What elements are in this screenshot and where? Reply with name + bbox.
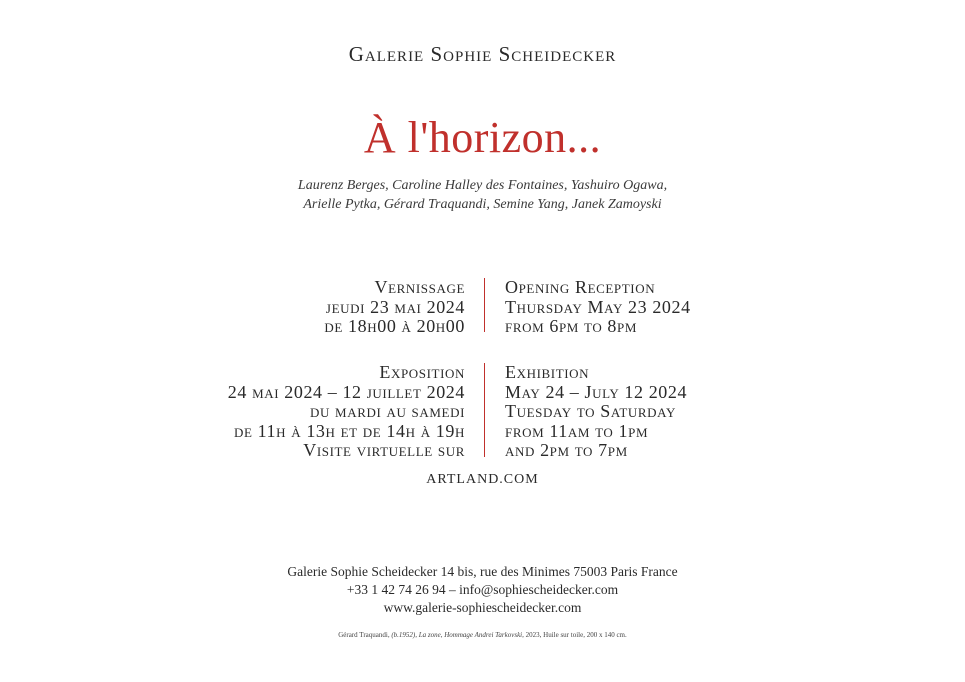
caption-details: , 2023, Huile sur toile, 200 x 140 cm.	[522, 631, 627, 639]
reception-english	[505, 278, 691, 337]
exhibition-hours-en-1: from 11am to 1pm	[505, 420, 649, 441]
phone-email: +33 1 42 74 26 94 – info@sophiescheidecker.com	[346, 582, 619, 597]
website: www.galerie-sophiescheidecker.com	[383, 600, 582, 615]
exhibition-divider	[484, 363, 485, 457]
reception-heading-fr: Vernissage	[374, 277, 465, 297]
exhibition-dates-fr: 24 mai 2024 – 12 juillet 2024	[227, 381, 465, 402]
artists-line: Arielle Pytka, Gérard Traquandi, Semine Yang, Janek Zamoyski	[303, 197, 662, 212]
reception-time-fr: de 18h00 à 20h00	[324, 316, 465, 336]
caption-artist: Gérard Traquandi,	[338, 631, 390, 639]
gallery-address: Galerie Sophie Scheidecker 14 bis, rue des Minimes 75003 Paris France	[287, 564, 678, 579]
exhibition-hours-fr: de 11h à 13h et de 14h à 19h	[233, 420, 465, 441]
exhibition-heading-en: Exhibition	[505, 362, 590, 382]
exhibition-title: À l'horizon...	[363, 113, 602, 162]
reception-date-en: Thursday May 23 2024	[505, 296, 691, 317]
gallery-name: Galerie Sophie Scheidecker	[348, 42, 617, 66]
artland-link: ARTLAND.COM	[426, 472, 539, 487]
exhibition-heading-fr: Exposition	[379, 362, 465, 382]
exhibition-french	[228, 363, 465, 461]
reception-divider	[484, 278, 485, 332]
virtual-visit-label: Visite virtuelle sur	[303, 440, 465, 460]
artists-list	[0, 176, 965, 214]
exhibition-days-fr: du mardi au samedi	[309, 401, 465, 421]
reception-french	[324, 278, 465, 337]
reception-time-en: from 6pm to 8pm	[505, 316, 638, 336]
reception-heading-en: Opening Reception	[505, 277, 656, 297]
contact-info	[0, 563, 965, 617]
artwork-caption	[0, 631, 965, 639]
reception-date-fr: jeudi 23 mai 2024	[325, 296, 465, 317]
exhibition-dates-en: May 24 – July 12 2024	[505, 381, 688, 402]
artists-line: Laurenz Berges, Caroline Halley des Fontaines, Yashuiro Ogawa,	[297, 178, 668, 193]
exhibition-hours-en-2: and 2pm to 7pm	[505, 440, 628, 460]
caption-born: (b.1952),	[391, 631, 417, 639]
exhibition-english	[505, 363, 687, 461]
caption-work-title: La zone, Hommage Andrei Tarkovski	[418, 631, 523, 639]
exhibition-days-en: Tuesday to Saturday	[505, 401, 676, 421]
